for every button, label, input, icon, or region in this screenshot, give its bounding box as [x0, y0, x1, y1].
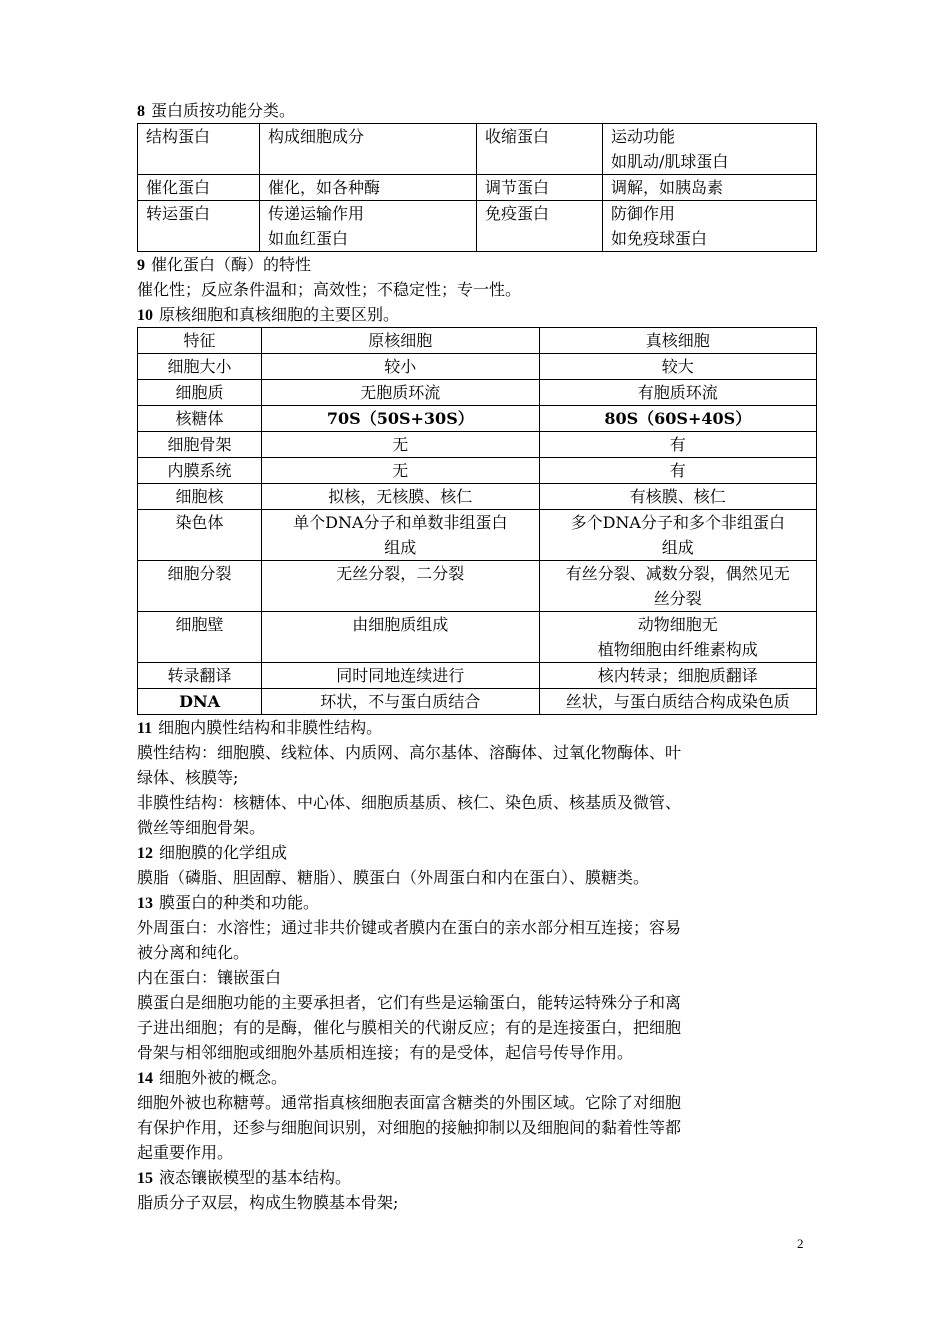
header-prokaryote: 原核细胞 — [262, 328, 539, 354]
cell-text: 细胞大小 — [167, 357, 232, 376]
cell-text: 80S（60S+40S） — [604, 409, 752, 428]
cell-text: 如免疫球蛋白 — [611, 229, 708, 248]
table-cell — [262, 354, 539, 380]
cell-text: 拟核，无核膜、核仁 — [328, 487, 473, 506]
cell-text: 染色体 — [175, 513, 224, 532]
cell-text: 催化蛋白 — [146, 178, 211, 197]
table-cell — [539, 663, 816, 689]
cell-text: 同时同地连续进行 — [336, 666, 465, 685]
text-line: 起重要作用。 — [137, 1143, 234, 1162]
table-cell — [138, 354, 262, 380]
text-line: 被分离和纯化。 — [137, 943, 250, 962]
table-cell — [138, 124, 260, 175]
cell-text: 无 — [392, 461, 409, 480]
text-line: 绿体、核膜等; — [137, 768, 239, 787]
section-14-body — [137, 1090, 817, 1165]
table-cell — [539, 612, 816, 663]
cell-text: 调节蛋白 — [485, 178, 550, 197]
cell-text: 细胞分裂 — [167, 564, 232, 583]
cell-text: 调解，如胰岛素 — [611, 178, 724, 197]
section-11-heading: 11 细胞内膜性结构和非膜性结构。 — [137, 718, 383, 737]
section-12-body — [137, 865, 817, 890]
cell-text: 无丝分裂，二分裂 — [336, 564, 465, 583]
table-cell — [539, 689, 816, 715]
table-cell — [138, 175, 260, 201]
text-line: 子进出细胞；有的是酶，催化与膜相关的代谢反应；有的是连接蛋白，把细胞 — [137, 1018, 682, 1037]
table-cell — [539, 510, 816, 561]
table-cell — [603, 175, 817, 201]
cell-text: 较小 — [384, 357, 417, 376]
text-line: 外周蛋白：水溶性；通过非共价键或者膜内在蛋白的亲水部分相互连接；容易 — [137, 918, 682, 937]
table-cell — [539, 406, 816, 432]
table-cell — [539, 432, 816, 458]
table-cell — [603, 201, 817, 252]
table-cell — [138, 663, 262, 689]
table-cell — [539, 354, 816, 380]
table-cell — [539, 561, 816, 612]
section-8-heading: 8 蛋白质按功能分类。 — [137, 101, 296, 120]
section-13-heading: 13 膜蛋白的种类和功能。 — [137, 893, 320, 912]
table-cell — [260, 175, 477, 201]
table-row — [138, 458, 817, 484]
text-line: 脂质分子双层，构成生物膜基本骨架; — [137, 1193, 399, 1212]
table-cell — [539, 484, 816, 510]
cell-comparison-table — [137, 327, 817, 715]
cell-text: 如血红蛋白 — [268, 229, 349, 248]
table-row — [138, 689, 817, 715]
cell-text: 70S（50S+30S） — [326, 409, 474, 428]
table-cell — [138, 689, 262, 715]
cell-text: 免疫蛋白 — [485, 204, 550, 223]
table-row — [138, 380, 817, 406]
cell-text: 有 — [669, 435, 686, 454]
cell-text: 无胞质环流 — [360, 383, 441, 402]
table-cell — [262, 432, 539, 458]
cell-text: 组成 — [661, 538, 694, 557]
text-line: 膜蛋白是细胞功能的主要承担者，它们有些是运输蛋白，能转运特殊分子和离 — [137, 993, 682, 1012]
table-row — [138, 663, 817, 689]
header-eukaryote: 真核细胞 — [539, 328, 816, 354]
table-row — [138, 124, 817, 175]
table-cell — [262, 458, 539, 484]
cell-text: 细胞质 — [175, 383, 224, 402]
table-row — [138, 484, 817, 510]
header-feature: 特征 — [138, 328, 262, 354]
table-cell — [138, 510, 262, 561]
table-cell — [262, 663, 539, 689]
cell-text: 单个DNA分子和单数非组蛋白 — [293, 513, 508, 532]
cell-text: DNA — [179, 692, 220, 711]
cell-text: 无 — [392, 435, 409, 454]
table-cell — [262, 510, 539, 561]
table-cell — [138, 380, 262, 406]
table-cell — [262, 612, 539, 663]
table-header-row — [138, 328, 817, 354]
table-row — [138, 612, 817, 663]
table-cell — [138, 484, 262, 510]
cell-text: 有 — [669, 461, 686, 480]
table-cell — [539, 458, 816, 484]
table-row — [138, 201, 817, 252]
section-14-heading: 14 细胞外被的概念。 — [137, 1068, 288, 1087]
cell-text: 结构蛋白 — [146, 127, 211, 146]
text-line: 膜脂（磷脂、胆固醇、糖脂）、膜蛋白（外周蛋白和内在蛋白）、膜糖类。 — [137, 868, 650, 887]
section-15-body — [137, 1190, 817, 1215]
table-cell — [262, 689, 539, 715]
cell-text: 运动功能 — [611, 127, 676, 146]
table-row — [138, 432, 817, 458]
cell-text: 有胞质环流 — [637, 383, 718, 402]
table-row — [138, 406, 817, 432]
section-9-heading: 9 催化蛋白（酶）的特性 — [137, 255, 312, 274]
table-cell — [539, 380, 816, 406]
table-cell — [477, 201, 603, 252]
cell-text: 有丝分裂、减数分裂，偶然见无 — [565, 564, 790, 583]
table-cell — [262, 484, 539, 510]
cell-text: 防御作用 — [611, 204, 676, 223]
cell-text: 催化，如各种酶 — [268, 178, 381, 197]
text-line: 骨架与相邻细胞或细胞外基质相连接；有的是受体，起信号传导作用。 — [137, 1043, 634, 1062]
cell-text: 细胞核 — [175, 487, 224, 506]
table-cell — [138, 201, 260, 252]
table-cell — [603, 124, 817, 175]
text-line: 非膜性结构：核糖体、中心体、细胞质基质、核仁、染色质、核基质及微管、 — [137, 793, 682, 812]
cell-text: 多个DNA分子和多个非组蛋白 — [570, 513, 785, 532]
cell-text: 丝状，与蛋白质结合构成染色质 — [565, 692, 790, 711]
table-cell — [262, 406, 539, 432]
cell-text: 细胞骨架 — [167, 435, 232, 454]
cell-text: 转录翻译 — [167, 666, 232, 685]
table-cell — [262, 561, 539, 612]
text-line: 微丝等细胞骨架。 — [137, 818, 266, 837]
cell-text: 构成细胞成分 — [268, 127, 365, 146]
cell-text: 转运蛋白 — [146, 204, 211, 223]
section-9-body: 催化性；反应条件温和；高效性；不稳定性；专一性。 — [137, 280, 522, 299]
table-cell — [477, 175, 603, 201]
cell-text: 核内转录；细胞质翻译 — [597, 666, 758, 685]
cell-text: 组成 — [384, 538, 417, 557]
table-cell — [260, 201, 477, 252]
text-line: 有保护作用，还参与细胞间识别，对细胞的接触抑制以及细胞间的黏着性等都 — [137, 1118, 682, 1137]
table-cell — [138, 406, 262, 432]
text-line: 内在蛋白：镶嵌蛋白 — [137, 968, 282, 987]
table-cell — [477, 124, 603, 175]
table-row — [138, 510, 817, 561]
section-10-heading: 10 原核细胞和真核细胞的主要区别。 — [137, 305, 400, 324]
table-cell — [138, 432, 262, 458]
cell-text: 较大 — [661, 357, 694, 376]
cell-text: 如肌动/肌球蛋白 — [611, 152, 729, 171]
cell-text: 动物细胞无 — [637, 615, 718, 634]
cell-text: 由细胞质组成 — [352, 615, 449, 634]
cell-text: 植物细胞由纤维素构成 — [597, 640, 758, 659]
section-12-heading: 12 细胞膜的化学组成 — [137, 843, 288, 862]
cell-text: 丝分裂 — [653, 589, 702, 608]
page-number: 2 — [797, 1236, 804, 1251]
cell-text: 有核膜、核仁 — [629, 487, 726, 506]
table-row — [138, 175, 817, 201]
text-line: 细胞外被也称糖萼。通常指真核细胞表面富含糖类的外围区域。它除了对细胞 — [137, 1093, 682, 1112]
cell-text: 环状，不与蛋白质结合 — [320, 692, 481, 711]
table-row — [138, 561, 817, 612]
cell-text: 收缩蛋白 — [485, 127, 550, 146]
section-15-heading: 15 液态镶嵌模型的基本结构。 — [137, 1168, 352, 1187]
page-content — [137, 98, 817, 1215]
table-cell — [260, 124, 477, 175]
table-cell — [138, 612, 262, 663]
table-cell — [262, 380, 539, 406]
protein-function-table — [137, 123, 817, 252]
table-cell — [138, 561, 262, 612]
table-cell — [138, 458, 262, 484]
cell-text: 核糖体 — [175, 409, 224, 428]
cell-text: 传递运输作用 — [268, 204, 365, 223]
text-line: 膜性结构：细胞膜、线粒体、内质网、高尔基体、溶酶体、过氧化物酶体、叶 — [137, 743, 682, 762]
cell-text: 内膜系统 — [167, 461, 232, 480]
section-13-body — [137, 915, 817, 1065]
section-11-body — [137, 740, 817, 840]
cell-text: 细胞壁 — [175, 615, 224, 634]
table-row — [138, 354, 817, 380]
